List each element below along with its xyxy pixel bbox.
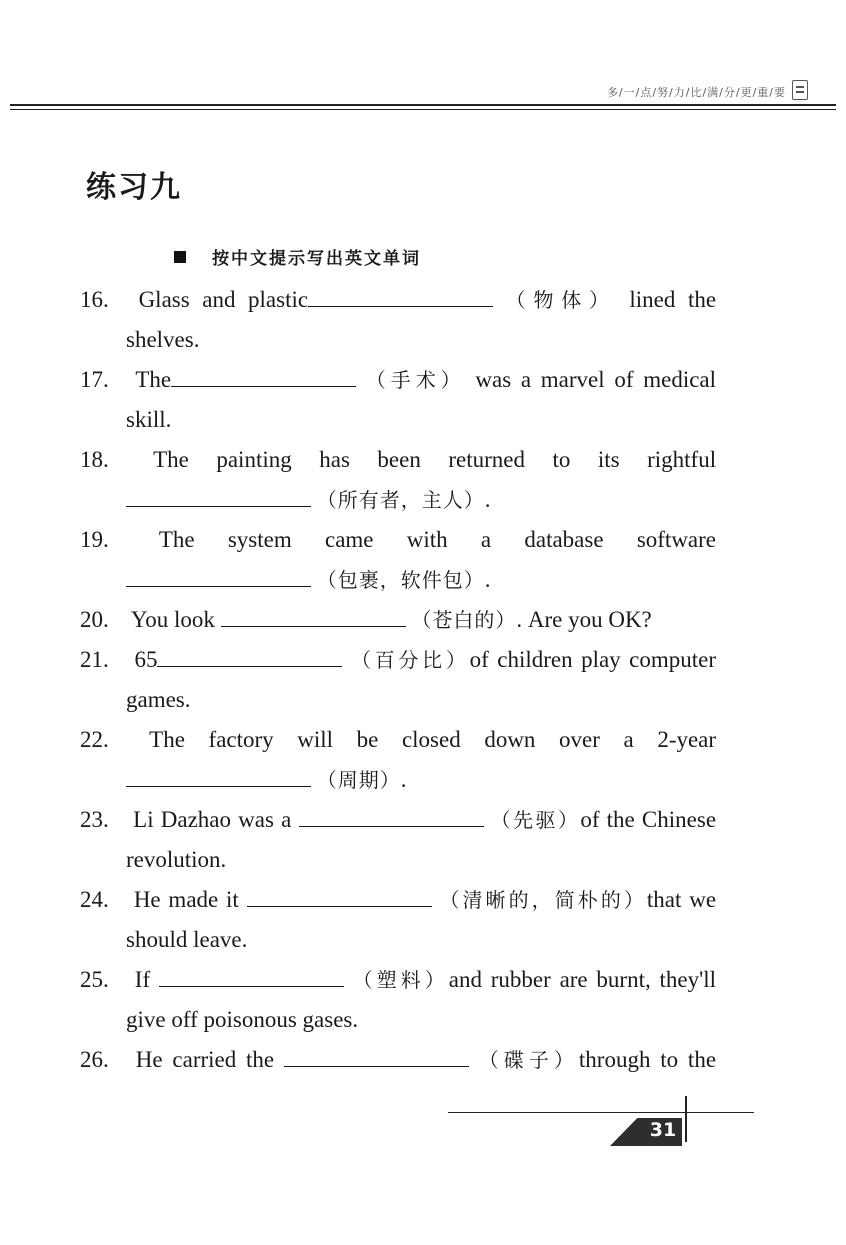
- exercise-continuation: skill.: [126, 407, 172, 432]
- exercise-line: 18. The painting has been returned to its rightful: [80, 447, 717, 472]
- section-heading-text: 按中文提示写出英文单词: [212, 249, 421, 269]
- exercise-line: 17. The （手术） was a marvel of medical: [80, 360, 716, 400]
- exercise-continuation: （包裹，软件包）.: [80, 560, 716, 600]
- exercise-line: 21. 65 （百分比）of children play computer: [80, 640, 716, 680]
- exercise-line: 16. Glass and plastic （物体） lined the: [80, 280, 716, 320]
- answer-blank[interactable]: [221, 602, 406, 627]
- header-rule-thin: [10, 109, 836, 110]
- exercise-line: 20. You look （苍白的）. Are you OK?: [80, 600, 716, 640]
- exercise-item: [80, 360, 716, 440]
- exercise-list: [80, 280, 716, 1080]
- answer-blank[interactable]: [284, 1042, 469, 1067]
- answer-blank[interactable]: [126, 482, 311, 507]
- exercise-item: [80, 640, 716, 720]
- exercise-line: 25. If （塑料）and rubber are burnt, they'll: [80, 960, 716, 1000]
- section-heading: [174, 244, 421, 269]
- exercise-continuation: （所有者，主人）.: [80, 480, 716, 520]
- answer-blank[interactable]: [299, 802, 484, 827]
- page-title: 练习九: [86, 170, 182, 205]
- square-bullet-icon: [174, 251, 186, 263]
- exercise-item: [80, 800, 716, 880]
- exercise-line: 22. The factory will be closed down over a 2-year: [80, 727, 717, 752]
- book-icon: [792, 80, 808, 100]
- exercise-continuation: games.: [126, 687, 191, 712]
- answer-blank[interactable]: [308, 282, 493, 307]
- footer-tick: [685, 1096, 687, 1142]
- exercise-item: [80, 880, 716, 960]
- exercise-continuation: should leave.: [126, 927, 248, 952]
- exercise-item: [80, 280, 716, 360]
- page-number: 31: [649, 1119, 677, 1141]
- exercise-line: 23. Li Dazhao was a （先驱）of the Chinese: [80, 800, 716, 840]
- exercise-line: 19. The system came with a database software: [80, 527, 716, 552]
- answer-blank[interactable]: [247, 882, 432, 907]
- header-motto: 多/一/点/努/力/比/满/分/更/重/要: [606, 86, 786, 99]
- exercise-line: 26. He carried the （碟子）through to the: [80, 1040, 716, 1080]
- exercise-continuation: give off poisonous gases.: [126, 1007, 359, 1032]
- answer-blank[interactable]: [157, 642, 342, 667]
- answer-blank[interactable]: [126, 762, 311, 787]
- answer-blank[interactable]: [126, 562, 311, 587]
- exercise-continuation: （周期）.: [80, 760, 716, 800]
- exercise-item: [80, 720, 716, 800]
- answer-blank[interactable]: [159, 962, 344, 987]
- exercise-item: [80, 1040, 716, 1080]
- exercise-continuation: revolution.: [126, 847, 227, 872]
- exercise-item: [80, 960, 716, 1040]
- exercise-item: [80, 520, 716, 600]
- exercise-line: 24. He made it （清晰的，简朴的）that we: [80, 880, 716, 920]
- exercise-item: [80, 440, 716, 520]
- header-rule: [10, 104, 836, 106]
- exercise-continuation: shelves.: [126, 327, 200, 352]
- footer-rule: [448, 1112, 754, 1113]
- answer-blank[interactable]: [171, 362, 356, 387]
- exercise-item: [80, 600, 716, 640]
